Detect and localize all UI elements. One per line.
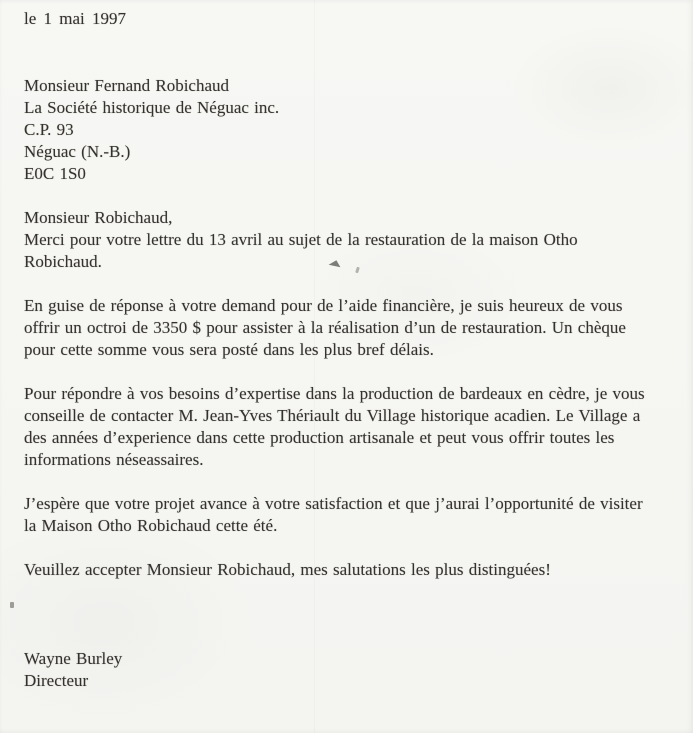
text-line: informations néseassaires.: [24, 450, 204, 469]
paragraph: [24, 207, 685, 273]
text-line: pour cette somme vous sera posté dans les plus bref délais.: [24, 340, 434, 359]
scan-speck: [10, 602, 14, 608]
text-line: conseille de contacter M. Jean-Yves Thériault du Village historique acadien. Le Village a: [24, 406, 641, 425]
letter-content: [24, 8, 685, 692]
signature-block: [24, 648, 685, 692]
text-line: La Société historique de Néguac inc.: [24, 98, 280, 117]
paragraph: [24, 559, 685, 581]
text-line: C.P. 93: [24, 120, 74, 139]
text-line: J’espère que votre projet avance à votre satisfaction et que j’aurai l’opportunité de visiter: [24, 494, 643, 513]
signature-name: Wayne Burley: [24, 649, 123, 668]
text-line: Veuillez accepter Monsieur Robichaud, mes salutations les plus distinguées!: [24, 560, 551, 579]
paragraph: [24, 383, 685, 471]
signature-title: Directeur: [24, 671, 89, 690]
text-line: Monsieur Fernand Robichaud: [24, 76, 230, 95]
text-line: offrir un octroi de 3350 $ pour assister à la réalisation d’un de restauration. Un chèque: [24, 318, 626, 337]
text-line: En guise de réponse à votre demand pour de l’aide financière, je suis heureux de vous: [24, 296, 623, 315]
text-line: Robichaud.: [24, 252, 102, 271]
recipient-address: [24, 75, 685, 185]
text-line: Pour répondre à vos besoins d’expertise dans la production de bardeaux en cèdre, je vous: [24, 384, 645, 403]
paragraph: [24, 295, 685, 361]
paragraph: [24, 493, 685, 537]
text-line: Néguac (N.-B.): [24, 142, 131, 161]
text-line: Merci pour votre lettre du 13 avril au sujet de la restauration de la maison Otho: [24, 230, 578, 249]
text-line: la Maison Otho Robichaud cette été.: [24, 516, 278, 535]
text-line: E0C 1S0: [24, 164, 86, 183]
text-line: Monsieur Robichaud,: [24, 208, 173, 227]
letter-date: le 1 mai 1997: [24, 9, 127, 28]
letter-body: [24, 207, 685, 581]
text-line: des années d’experience dans cette production artisanale et peut vous offrir toutes les: [24, 428, 615, 447]
